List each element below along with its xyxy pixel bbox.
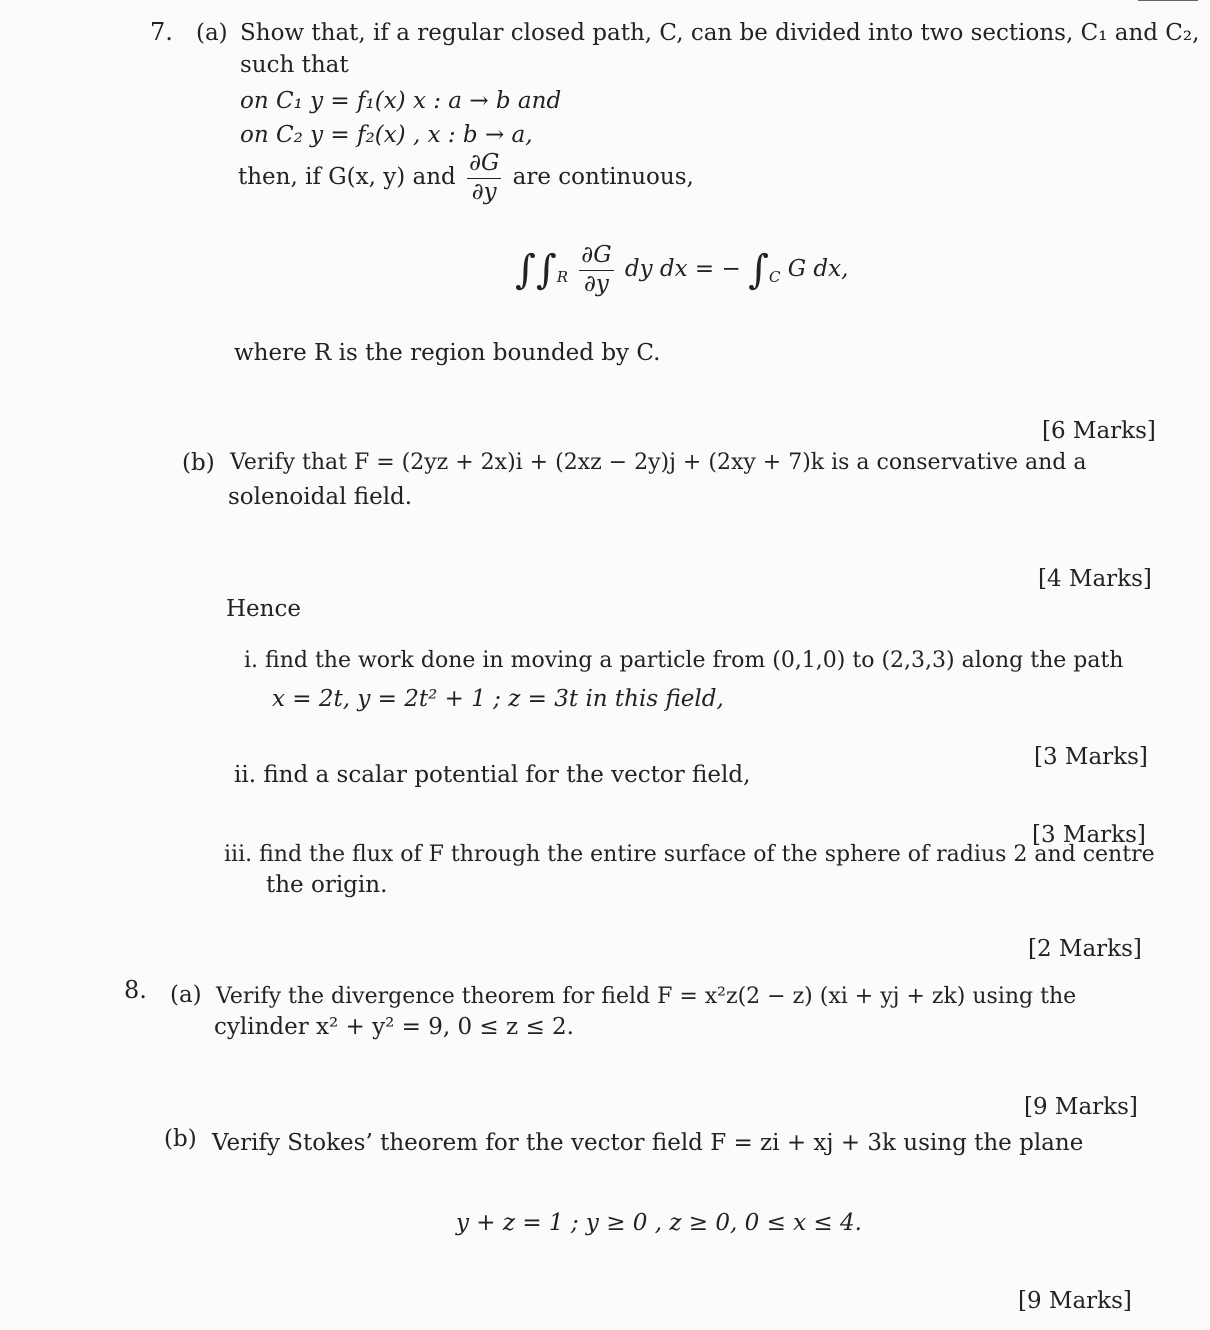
q7b-marks: [4 Marks]	[1038, 566, 1152, 592]
partial-g-fraction	[467, 150, 501, 206]
q8b-equation: y + z = 1 ; y ≥ 0 , z ≥ 0, 0 ≤ x ≤ 4.	[456, 1210, 862, 1236]
region-subscript: R	[556, 268, 568, 287]
fraction-numerator: ∂G	[467, 150, 501, 179]
equation-fraction-numerator: ∂G	[579, 242, 613, 271]
q8a-line1: Verify the divergence theorem for field F = x²z(2 − z) (xi + yj + zk) using the	[216, 984, 1077, 1009]
q7b-iii-marks: [2 Marks]	[1028, 936, 1142, 962]
q7a-label: (a)	[196, 20, 228, 46]
double-integral-sign: ∫∫	[515, 247, 557, 294]
q7b-line1: Verify that F = (2yz + 2x)i + (2xz − 2y)j + (2xy + 7)k is a conservative and a	[230, 450, 1087, 475]
q8a-label: (a)	[170, 982, 202, 1008]
line-integral-sign: ∫	[748, 247, 769, 294]
q7a-line1: Show that, if a regular closed path, C, can be divided into two sections, C₁ and C₂,	[240, 20, 1200, 46]
question-7-number: 7.	[150, 18, 173, 46]
path-subscript: C	[768, 268, 781, 287]
q7a-where: where R is the region bounded by C.	[234, 340, 661, 366]
equation-fraction-denominator: ∂y	[583, 270, 609, 297]
q7b-iii-line1: iii. find the flux of F through the entire surface of the sphere of radius 2 and centre	[224, 842, 1155, 867]
q7a-line4: on C₂ y = f₂(x) , x : b → a,	[240, 122, 533, 148]
equation-middle: dy dx = −	[624, 256, 741, 283]
q8b-line1: Verify Stokes’ theorem for the vector field F = zi + xj + 3k using the plane	[212, 1130, 1084, 1156]
greens-equation	[515, 242, 848, 298]
q7b-i-line2: x = 2t, y = 2t² + 1 ; z = 3t in this field,	[272, 686, 724, 712]
q7a-marks: [6 Marks]	[1042, 418, 1156, 444]
q7b-i-marks: [3 Marks]	[1034, 744, 1148, 770]
page-top-rule	[1138, 0, 1198, 1]
fraction-denominator: ∂y	[471, 178, 497, 205]
q7a-line2: such that	[240, 52, 349, 78]
q7a-line3: on C₁ y = f₁(x) x : a → b and	[240, 88, 562, 114]
q7b-label: (b)	[182, 450, 215, 476]
equation-fraction	[579, 242, 613, 298]
q7b-iii-line2: the origin.	[266, 872, 388, 898]
question-8-number: 8.	[124, 976, 147, 1004]
q8b-label: (b)	[164, 1126, 197, 1152]
q7a-line5	[238, 150, 694, 206]
q7b-ii-marks: [3 Marks]	[1032, 822, 1146, 848]
q7b-i-line1: i. find the work done in moving a particle from (0,1,0) to (2,3,3) along the path	[244, 648, 1124, 673]
q8b-marks: [9 Marks]	[1018, 1288, 1132, 1314]
q8a-marks: [9 Marks]	[1024, 1094, 1138, 1120]
q7a-line5-pre: then, if G(x, y) and	[238, 164, 456, 191]
q7a-line5-post: are continuous,	[512, 164, 694, 191]
q7b-ii-line1: ii. find a scalar potential for the vector field,	[234, 762, 751, 788]
q7b-hence: Hence	[226, 596, 301, 622]
equation-end: G dx,	[787, 256, 849, 283]
q8a-line2: cylinder x² + y² = 9, 0 ≤ z ≤ 2.	[214, 1014, 574, 1040]
q7b-line2: solenoidal field.	[228, 484, 413, 510]
